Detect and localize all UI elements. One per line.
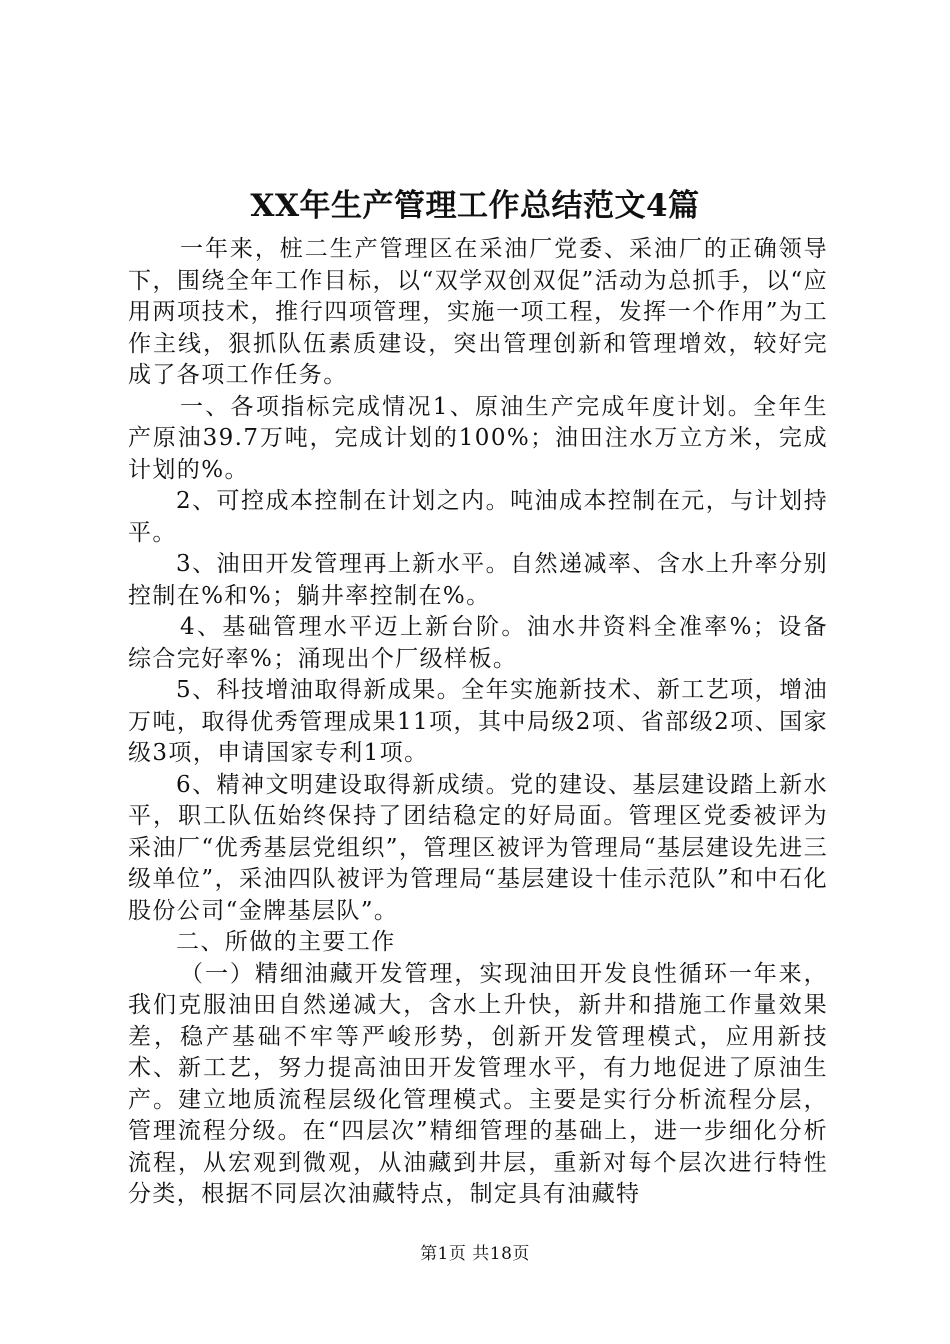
paragraph-intro: 一年来，桩二生产管理区在采油厂党委、采油厂的正确领导下，围绕全年工作目标，以“双学双创双促”活动为总抓手，以“应用两项技术，推行四项管理，实施一项工程，发挥一个作用”为工作主线，狠抓队伍素质建设，突出管理创新和管理增效，较好完成了各项工作任务。 [128, 236, 828, 388]
paragraph-item-3: 3、油田开发管理再上新水平。自然递减率、含水上升率分别控制在%和%；躺井率控制在%。 [128, 551, 828, 609]
paragraph-subsection-1: （一）精细油藏开发管理，实现油田开发良性循环一年来，我们克服油田自然递减大，含水上升快，新井和措施工作量效果差，稳产基础不牢等严峻形势，创新开发管理模式，应用新技术、新工艺，努力提高油田开发管理水平，有力地促进了原油生产。建立地质流程层级化管理模式。主要是实行分析流程分层，管理流程分级。在“四层次”精细管理的基础上，进一步细化分析流程，从宏观到微观，从油藏到井层，重新对每个层次进行特性分类，根据不同层次油藏特点，制定具有油藏特 [128, 960, 828, 1207]
section-heading-2: 二、所做的主要工作 [176, 929, 396, 955]
document-title: XX年生产管理工作总结范文4篇 [250, 188, 700, 224]
paragraph-item-5: 5、科技增油取得新成果。全年实施新技术、新工艺项，增油万吨，取得优秀管理成果11项，其中局级2项、省部级2项、国家级3项，申请国家专利1项。 [128, 677, 828, 766]
paragraph-item-2: 2、可控成本控制在计划之内。吨油成本控制在元，与计划持平。 [128, 488, 828, 546]
document-body [128, 234, 828, 1211]
paragraph-item-6: 6、精神文明建设取得新成绩。党的建设、基层建设踏上新水平，职工队伍始终保持了团结稳定的好局面。管理区党委被评为采油厂“优秀基层党组织”，管理区被评为管理局“基层建设先进三级单位”，采油四队被评为管理局“基层建设十佳示范队”和中石化股份公司“金牌基层队”。 [128, 771, 828, 924]
paragraph-item-4: 4、基础管理水平迈上新台阶。油水井资料全准率%；设备综合完好率%；涌现出个厂级样板。 [128, 614, 828, 672]
page-footer: 第1页 共18页 [420, 1244, 530, 1264]
paragraph-section-1: 一、各项指标完成情况1、原油生产完成年度计划。全年生产原油39.7万吨，完成计划的100%；油田注水万立方米，完成计划的%。 [128, 393, 828, 483]
